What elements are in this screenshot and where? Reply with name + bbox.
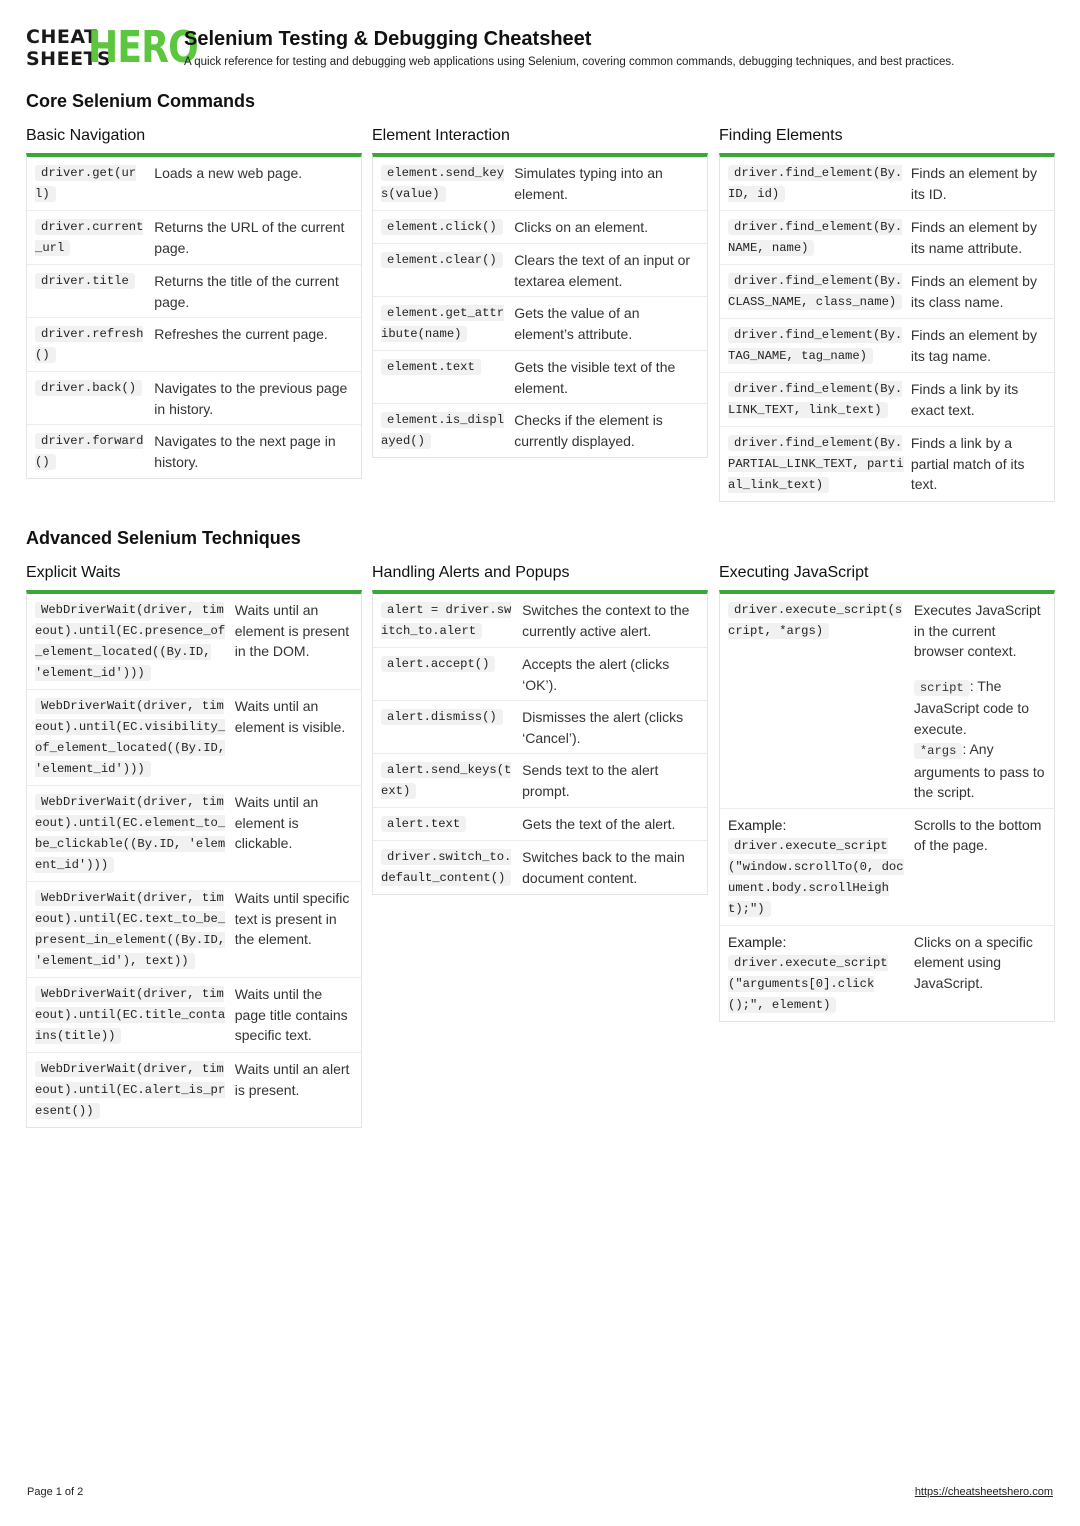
command-code: element.send_keys(value) — [381, 166, 505, 201]
command-description: Clicks on an element. — [514, 219, 649, 235]
parameter-list — [914, 676, 1048, 803]
command-description: Finds a link by its exact text. — [910, 381, 1019, 418]
command-code: WebDriverWait(driver, timeout).until(EC.alert_is_present()) — [35, 1062, 226, 1118]
command-description: Gets the text of the alert. — [522, 816, 676, 832]
command-code: alert = driver.switch_to.alert — [381, 603, 512, 638]
section-title-advanced: Advanced Selenium Techniques — [26, 528, 301, 548]
command-description: Waits until an element is visible. — [234, 698, 346, 735]
table-row — [720, 319, 1054, 373]
table-row — [720, 594, 1054, 809]
table-row — [373, 211, 707, 244]
command-description: Switches the context to the currently active alert. — [522, 602, 690, 639]
card-title: Basic Navigation — [26, 127, 146, 144]
command-code: alert.send_keys(text) — [381, 763, 512, 798]
command-code: driver.execute_script("arguments[0].click();", element) — [728, 955, 888, 1012]
command-description: Finds an element by its tag name. — [910, 327, 1037, 364]
card-basic-navigation — [26, 126, 362, 479]
command-description: Checks if the element is currently displayed. — [514, 412, 663, 449]
table-row — [27, 425, 361, 478]
table-row — [27, 690, 361, 786]
command-description: Finds an element by its ID. — [910, 165, 1037, 202]
command-table — [372, 590, 708, 895]
param-code-script: script — [914, 680, 970, 696]
command-code: element.text — [381, 359, 481, 375]
table-row — [27, 318, 361, 372]
param-code-args: *args — [914, 743, 963, 759]
command-description: Navigates to the next page in history. — [154, 433, 336, 470]
command-code: WebDriverWait(driver, timeout).until(EC.presence_of_element_located((By.ID, 'element_id'))) — [35, 603, 226, 680]
card-title: Executing JavaScript — [719, 564, 869, 581]
command-code: WebDriverWait(driver, timeout).until(EC.element_to_be_clickable((By.ID, 'element_id'))) — [35, 795, 226, 872]
command-code: alert.dismiss() — [381, 709, 503, 725]
table-row — [27, 1053, 361, 1127]
table-row — [720, 926, 1054, 1021]
example-label: Example: — [728, 816, 787, 833]
command-description: Switches back to the main document content. — [522, 849, 685, 886]
card-finding-elements — [719, 126, 1055, 502]
card-title: Finding Elements — [719, 127, 843, 144]
param-desc-script: : The JavaScript code to execute. — [913, 677, 1030, 737]
command-description: Finds an element by its name attribute. — [910, 219, 1037, 256]
command-description: Waits until an element is clickable. — [234, 794, 319, 851]
card-title: Handling Alerts and Popups — [372, 564, 570, 581]
table-row — [373, 841, 707, 894]
table-row — [373, 297, 707, 351]
command-description: Clicks on a specific element using JavaScript. — [913, 933, 1033, 991]
command-code: WebDriverWait(driver, timeout).until(EC.visibility_of_element_located((By.ID, 'element_id'))) — [35, 699, 226, 776]
table-row — [27, 372, 361, 425]
table-row — [27, 594, 361, 690]
command-description: Accepts the alert (clicks ‘OK’). — [522, 656, 670, 693]
table-row — [27, 978, 361, 1053]
table-row — [27, 265, 361, 318]
card-explicit-waits — [26, 563, 362, 1128]
command-code: driver.find_element(By.PARTIAL_LINK_TEXT, partial_link_text) — [728, 436, 904, 492]
page-title: Selenium Testing & Debugging Cheatsheet — [184, 28, 592, 50]
table-row — [720, 427, 1054, 501]
command-description: Navigates to the previous page in history. — [154, 380, 348, 417]
command-code: driver.refresh() — [35, 327, 144, 362]
page-number: Page 1 of 2 — [27, 1486, 84, 1498]
command-description: Finds an element by its class name. — [910, 273, 1037, 310]
command-table — [719, 590, 1055, 1022]
example-label: Example: — [728, 933, 787, 950]
param-desc-args: : Any arguments to pass to the script. — [913, 741, 1045, 800]
command-description: Refreshes the current page. — [154, 326, 328, 342]
command-code: driver.back() — [35, 380, 142, 396]
command-code: driver.current_url — [35, 220, 144, 255]
table-row — [27, 211, 361, 265]
command-table — [26, 153, 362, 479]
command-description: Clears the text of an input or textarea element. — [514, 252, 691, 289]
table-row — [373, 157, 707, 211]
table-row — [720, 157, 1054, 211]
site-link[interactable]: https://cheatsheetshero.com — [914, 1486, 1053, 1498]
table-row — [27, 786, 361, 882]
logo-hero-text: HERO — [88, 22, 199, 73]
command-code: driver.title — [35, 273, 135, 289]
command-description: Scrolls to the bottom of the page. — [913, 816, 1042, 853]
section-title-core: Core Selenium Commands — [26, 91, 256, 111]
page-subtitle: A quick reference for testing and debugging web applications using Selenium, covering common commands, debugging techniques, and best practices. — [184, 56, 955, 68]
command-description: Waits until specific text is present in the element. — [234, 890, 350, 947]
command-code: element.is_displayed() — [381, 413, 505, 448]
logo-cheat-text: CHEAT — [26, 26, 98, 48]
command-code: element.get_attribute(name) — [381, 306, 505, 341]
table-row — [373, 648, 707, 701]
command-code: driver.find_element(By.TAG_NAME, tag_name) — [728, 328, 903, 363]
command-description: Simulates typing into an element. — [514, 165, 663, 202]
table-row — [720, 211, 1054, 265]
command-description: Waits until an element is present in the DOM. — [234, 602, 350, 659]
command-code: WebDriverWait(driver, timeout).until(EC.title_contains(title)) — [35, 987, 226, 1043]
command-table — [26, 590, 362, 1128]
card-title: Explicit Waits — [26, 564, 121, 581]
command-code: driver.find_element(By.CLASS_NAME, class_name) — [728, 274, 903, 309]
command-code: driver.execute_script("window.scrollTo(0, document.body.scrollHeight);") — [728, 838, 904, 916]
command-code: driver.switch_to.default_content() — [381, 850, 512, 885]
command-code: WebDriverWait(driver, timeout).until(EC.text_to_be_present_in_element((By.ID, 'element_id'), text)) — [35, 891, 226, 968]
command-code: driver.find_element(By.NAME, name) — [728, 220, 903, 255]
command-code: driver.find_element(By.ID, id) — [728, 166, 903, 201]
card-executing-javascript — [719, 563, 1055, 1022]
command-code: element.clear() — [381, 252, 503, 268]
command-code: driver.find_element(By.LINK_TEXT, link_text) — [728, 382, 903, 417]
table-row — [720, 809, 1054, 926]
table-row — [720, 373, 1054, 427]
command-description: Returns the title of the current page. — [154, 273, 339, 310]
card-title: Element Interaction — [372, 127, 510, 144]
command-code: element.click() — [381, 219, 503, 235]
command-code: alert.text — [381, 816, 466, 832]
command-description: Dismisses the alert (clicks ‘Cancel’). — [522, 709, 684, 746]
command-description: Gets the value of an element’s attribute. — [514, 305, 640, 342]
logo-sheets-text: SHEETS — [26, 48, 112, 70]
table-row — [373, 701, 707, 754]
command-code: driver.get(url) — [35, 166, 137, 201]
card-element-interaction — [372, 126, 708, 458]
card-handling-alerts — [372, 563, 708, 895]
table-row — [373, 808, 707, 841]
cheatsheetshero-logo[interactable] — [26, 22, 199, 74]
description-text: Executes JavaScript in the current browser context. — [913, 602, 1041, 659]
command-description: Sends text to the alert prompt. — [522, 762, 659, 799]
command-description: Loads a new web page. — [154, 165, 303, 181]
command-description: Gets the visible text of the element. — [514, 359, 676, 396]
command-description: Returns the URL of the current page. — [154, 219, 345, 256]
command-description — [908, 600, 1054, 803]
table-row — [373, 594, 707, 648]
table-row — [373, 351, 707, 404]
command-code: alert.accept() — [381, 656, 495, 672]
table-row — [373, 244, 707, 297]
command-code: driver.execute_script(script, *args) — [728, 603, 903, 638]
command-table — [372, 153, 708, 458]
table-row — [373, 404, 707, 457]
command-description: Waits until an alert is present. — [234, 1061, 350, 1098]
table-row — [720, 265, 1054, 319]
command-table — [719, 153, 1055, 502]
table-row — [27, 882, 361, 978]
header — [26, 22, 1056, 76]
table-row — [373, 754, 707, 808]
command-code: driver.forward() — [35, 434, 144, 469]
command-description: Waits until the page title contains specific text. — [234, 986, 348, 1043]
command-description: Finds a link by a partial match of its text. — [910, 435, 1025, 492]
table-row — [27, 157, 361, 211]
